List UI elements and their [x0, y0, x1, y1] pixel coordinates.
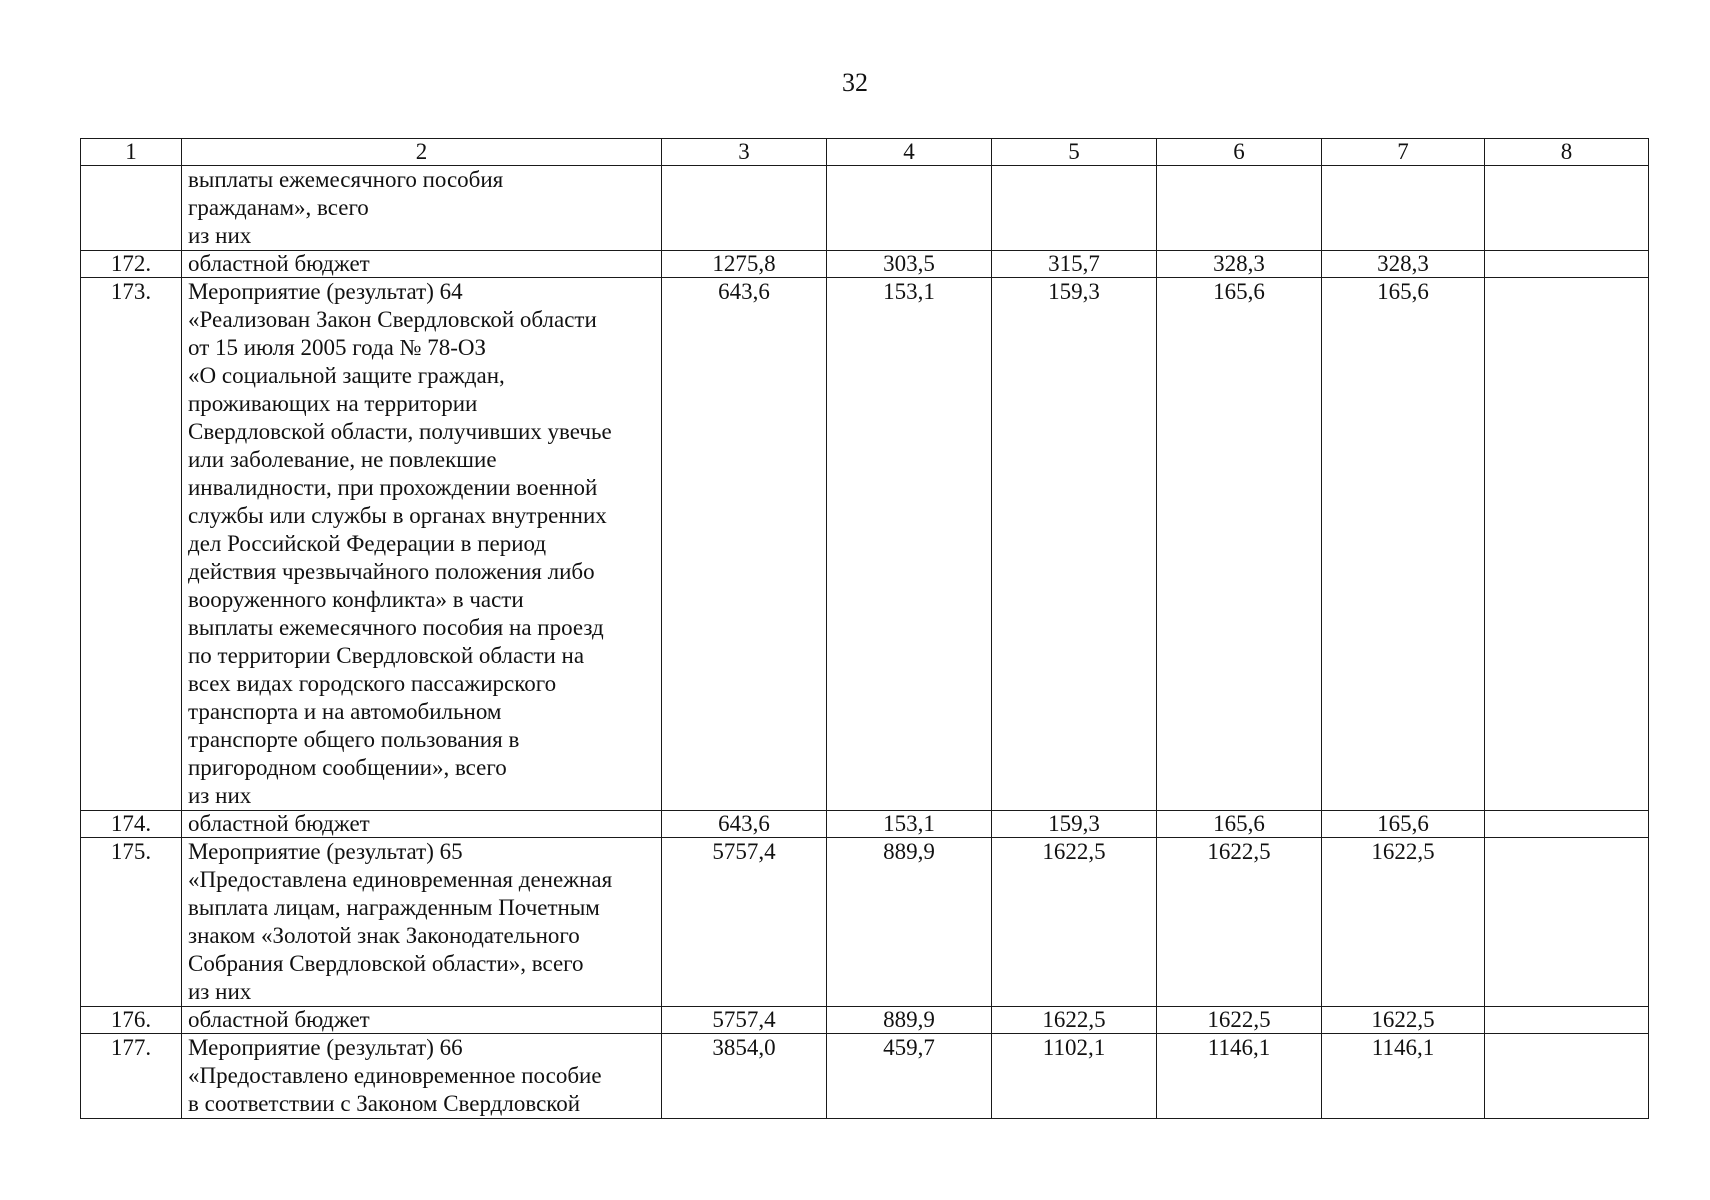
value-cell-col-6: 1146,1 [1157, 1034, 1322, 1119]
value-cell-col-5: 1622,5 [992, 838, 1157, 1007]
value-cell-col-6: 165,6 [1157, 278, 1322, 811]
row-description-cell: Мероприятие (результат) 66 «Предоставлено единовременное пособие в соответствии с Законом Свердловской [182, 1034, 662, 1119]
header-cell-col-6: 6 [1157, 139, 1322, 166]
value-cell-col-6: 328,3 [1157, 251, 1322, 278]
value-cell-col-3: 643,6 [662, 811, 827, 838]
value-cell-col-4: 889,9 [827, 838, 992, 1007]
value-cell-col-6: 1622,5 [1157, 1007, 1322, 1034]
table-row [81, 838, 1649, 1007]
value-cell-col-8 [1485, 1034, 1649, 1119]
value-cell-col-3: 1275,8 [662, 251, 827, 278]
value-cell-col-8 [1485, 1007, 1649, 1034]
table-header-row [81, 139, 1649, 166]
row-description-cell: Мероприятие (результат) 65 «Предоставлена единовременная денежная выплата лицам, награжденным Почетным знаком «Золотой знак Законодательного Собрания Свердловской области», всего из них [182, 838, 662, 1007]
header-cell-col-4: 4 [827, 139, 992, 166]
row-description-cell: областной бюджет [182, 811, 662, 838]
table-row [81, 278, 1649, 811]
row-number-cell: 176. [81, 1007, 182, 1034]
row-number-cell: 172. [81, 251, 182, 278]
value-cell-col-4: 459,7 [827, 1034, 992, 1119]
value-cell-col-5: 159,3 [992, 811, 1157, 838]
value-cell-col-7: 1622,5 [1322, 1007, 1485, 1034]
table-row [81, 811, 1649, 838]
value-cell-col-7: 1622,5 [1322, 838, 1485, 1007]
value-cell-col-4: 153,1 [827, 278, 992, 811]
row-number-cell [81, 166, 182, 251]
row-number-cell: 175. [81, 838, 182, 1007]
value-cell-col-6 [1157, 166, 1322, 251]
value-cell-col-6: 165,6 [1157, 811, 1322, 838]
header-cell-col-3: 3 [662, 139, 827, 166]
table-row [81, 1007, 1649, 1034]
value-cell-col-6: 1622,5 [1157, 838, 1322, 1007]
value-cell-col-3: 643,6 [662, 278, 827, 811]
row-description-cell: областной бюджет [182, 1007, 662, 1034]
value-cell-col-7: 1146,1 [1322, 1034, 1485, 1119]
table-row [81, 251, 1649, 278]
value-cell-col-5: 159,3 [992, 278, 1157, 811]
value-cell-col-7: 328,3 [1322, 251, 1485, 278]
row-description-cell: областной бюджет [182, 251, 662, 278]
header-cell-col-5: 5 [992, 139, 1157, 166]
budget-table [80, 138, 1649, 1119]
header-cell-col-2: 2 [182, 139, 662, 166]
value-cell-col-8 [1485, 811, 1649, 838]
row-number-cell: 173. [81, 278, 182, 811]
row-description-cell: выплаты ежемесячного пособия гражданам», всего из них [182, 166, 662, 251]
header-cell-col-8: 8 [1485, 139, 1649, 166]
row-number-cell: 177. [81, 1034, 182, 1119]
value-cell-col-5: 1102,1 [992, 1034, 1157, 1119]
value-cell-col-7: 165,6 [1322, 811, 1485, 838]
value-cell-col-4: 889,9 [827, 1007, 992, 1034]
value-cell-col-4: 303,5 [827, 251, 992, 278]
value-cell-col-8 [1485, 278, 1649, 811]
value-cell-col-3: 5757,4 [662, 1007, 827, 1034]
value-cell-col-8 [1485, 251, 1649, 278]
table-row [81, 166, 1649, 251]
value-cell-col-7 [1322, 166, 1485, 251]
value-cell-col-5: 315,7 [992, 251, 1157, 278]
row-description-cell: Мероприятие (результат) 64 «Реализован Закон Свердловской области от 15 июля 2005 года № 78-ОЗ «О социальной защите граждан, проживающих на территории Свердловской области, получивших увечье или заболевание, не повлекшие инвалидности, при прохождении военной службы или службы в органах внутренних дел Российской Федерации в период действия чрезвычайного положения либо вооруженного конфликта» в части выплаты ежемесячного пособия на проезд по территории Свердловской области на всех видах городского пассажирского транспорта и на автомобильном транспорте общего пользования в пригородном сообщении», всего из них [182, 278, 662, 811]
header-cell-col-1: 1 [81, 139, 182, 166]
row-number-cell: 174. [81, 811, 182, 838]
value-cell-col-3: 3854,0 [662, 1034, 827, 1119]
value-cell-col-8 [1485, 838, 1649, 1007]
page-number: 32 [842, 68, 868, 97]
table-row [81, 1034, 1649, 1119]
value-cell-col-4 [827, 166, 992, 251]
value-cell-col-4: 153,1 [827, 811, 992, 838]
value-cell-col-3: 5757,4 [662, 838, 827, 1007]
value-cell-col-3 [662, 166, 827, 251]
value-cell-col-5 [992, 166, 1157, 251]
value-cell-col-5: 1622,5 [992, 1007, 1157, 1034]
value-cell-col-7: 165,6 [1322, 278, 1485, 811]
value-cell-col-8 [1485, 166, 1649, 251]
header-cell-col-7: 7 [1322, 139, 1485, 166]
